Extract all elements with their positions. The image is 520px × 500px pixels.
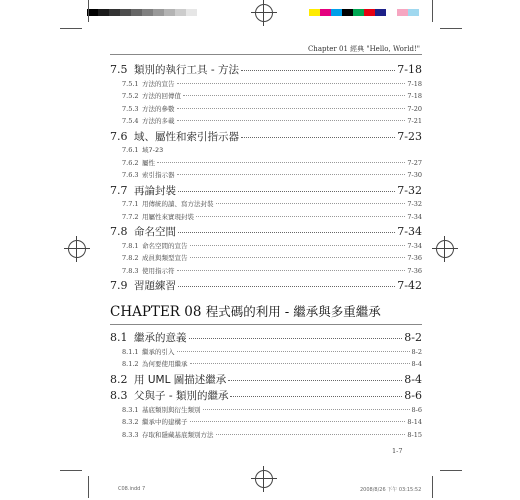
dot-leader xyxy=(196,216,405,217)
toc-num: 8.1 xyxy=(110,331,128,344)
grayscale-calibration-strip xyxy=(87,9,197,16)
toc-page: 7-18 xyxy=(397,63,422,76)
toc-title: 方法的多載 xyxy=(142,117,175,125)
toc-section-row xyxy=(110,278,422,293)
calibration-swatch xyxy=(309,9,320,16)
toc-page: 7-20 xyxy=(407,104,422,113)
dot-leader xyxy=(189,338,403,339)
toc-title: 使用指示符 xyxy=(142,266,175,275)
toc-num: 7.5.2 xyxy=(122,92,139,100)
toc-page: 7-23 xyxy=(397,129,422,143)
toc-section-row xyxy=(110,224,422,239)
toc-subsection-row xyxy=(110,91,422,100)
header-rule xyxy=(110,54,422,55)
toc-title: 習題練習 xyxy=(134,280,176,292)
crop-mark xyxy=(60,470,82,471)
toc-num: 7.8.1 xyxy=(122,241,139,250)
dot-leader xyxy=(190,363,410,364)
toc-subsection-row xyxy=(110,405,422,414)
toc-page: 8-15 xyxy=(407,430,422,439)
toc-title: 方法的參數 xyxy=(142,104,175,113)
file-slug: C08.indd 7 xyxy=(118,486,146,492)
toc-page: 7-27 xyxy=(407,158,422,167)
toc-title: 再論封裝 xyxy=(134,184,176,197)
dot-leader xyxy=(190,245,406,246)
calibration-swatch xyxy=(364,9,375,16)
toc-title: 域7-23 xyxy=(142,146,164,154)
dot-leader xyxy=(241,70,395,71)
toc-title: 命名空間 xyxy=(134,226,176,238)
toc-subsection-row xyxy=(110,199,422,208)
dot-leader xyxy=(178,232,395,233)
toc-subsection-row xyxy=(110,241,422,250)
toc-page: 7-34 xyxy=(407,241,422,250)
toc-subsection-row xyxy=(110,79,422,88)
toc-section-row xyxy=(110,129,422,144)
toc-num: 7.7 xyxy=(110,183,128,197)
toc-subsection-row xyxy=(110,417,422,426)
registration-mark-bottom xyxy=(255,470,273,488)
dot-leader xyxy=(177,120,406,121)
toc-num: 7.5.1 xyxy=(122,79,139,88)
toc-page: 7-18 xyxy=(407,79,422,88)
toc-num: 7.6.1 xyxy=(122,146,139,154)
toc-page: 8-2 xyxy=(411,347,422,356)
toc-num: 8.3.3 xyxy=(122,430,139,439)
chapter-heading xyxy=(110,302,381,320)
toc-section-row xyxy=(110,372,422,387)
calibration-swatch xyxy=(320,9,331,16)
crop-mark xyxy=(440,470,462,471)
toc-title: 成員與類型宣告 xyxy=(142,254,188,262)
crop-mark xyxy=(88,0,89,22)
color-calibration-strip xyxy=(309,9,419,16)
toc-title: 方法的宣告 xyxy=(142,79,175,88)
dot-leader xyxy=(178,286,395,287)
toc-page: 7-30 xyxy=(407,171,422,179)
toc-page: 8-4 xyxy=(404,372,422,386)
toc-subsection-row xyxy=(110,116,422,125)
calibration-swatch xyxy=(109,9,120,16)
crop-mark xyxy=(432,0,433,22)
toc-num: 8.3.1 xyxy=(122,405,139,414)
toc-num: 8.3 xyxy=(110,389,128,402)
toc-title: 用屬性來實現封裝 xyxy=(142,212,194,221)
toc-title: 用 UML 圖描述繼承 xyxy=(134,373,227,386)
dot-leader xyxy=(190,257,406,258)
page-number: 1-7 xyxy=(392,447,403,455)
toc-subsection-row xyxy=(110,253,422,262)
dot-leader xyxy=(216,434,406,435)
dot-leader xyxy=(177,351,410,352)
toc-title: 域、屬性和索引指示器 xyxy=(134,130,239,143)
toc-num: 7.6.3 xyxy=(122,171,139,179)
toc-num: 7.7.1 xyxy=(122,200,139,208)
calibration-swatch xyxy=(175,9,186,16)
toc-num: 7.7.2 xyxy=(122,212,139,221)
toc-subsection-row xyxy=(110,347,422,356)
dot-leader xyxy=(230,396,402,397)
chapter-label: CHAPTER 08 xyxy=(110,304,202,320)
dot-leader xyxy=(216,203,406,204)
toc-num: 7.8.3 xyxy=(122,266,139,275)
toc-subsection-row xyxy=(110,266,422,275)
toc-num: 7.8.2 xyxy=(122,254,139,262)
toc-subsection-row xyxy=(110,145,422,154)
dot-leader xyxy=(241,137,395,138)
dot-leader xyxy=(177,270,406,271)
toc-title: 繼承中的建構子 xyxy=(142,418,188,426)
crop-mark xyxy=(60,28,82,29)
calibration-swatch xyxy=(164,9,175,16)
toc-page: 8-6 xyxy=(404,389,422,402)
chapter-rule xyxy=(110,324,422,325)
dot-leader xyxy=(228,380,402,381)
toc-title: 存取和隱藏基底類別方法 xyxy=(142,430,214,439)
toc-page: 7-32 xyxy=(397,183,422,197)
toc-num: 7.5.3 xyxy=(122,104,139,113)
toc-num: 7.6 xyxy=(110,129,128,143)
dot-leader xyxy=(183,95,405,96)
print-date-slug: 2008/8/26 下午 03:15:52 xyxy=(360,487,422,493)
crop-mark xyxy=(432,476,433,498)
toc-title: 為何要使用繼承 xyxy=(142,360,188,368)
dot-leader xyxy=(177,83,406,84)
toc-title: 命名空間的宣告 xyxy=(142,241,188,250)
toc-page: 7-34 xyxy=(397,225,422,238)
toc-subsection-row xyxy=(110,430,422,439)
dot-leader xyxy=(203,409,410,410)
toc-page: 7-21 xyxy=(407,117,422,125)
calibration-swatch xyxy=(131,9,142,16)
toc-num: 7.5 xyxy=(110,63,128,76)
dot-leader xyxy=(157,162,405,163)
toc-subsection-row xyxy=(110,212,422,221)
chapter-title: 程式碼的利用 - 繼承與多重繼承 xyxy=(205,304,381,319)
toc-page: 7-34 xyxy=(407,212,422,221)
toc-num: 7.9 xyxy=(110,279,128,292)
toc-subsection-row xyxy=(110,104,422,113)
toc-title: 類別的執行工具 - 方法 xyxy=(134,64,239,76)
toc-title: 索引指示器 xyxy=(142,171,175,179)
toc-page: 7-18 xyxy=(407,92,422,100)
calibration-swatch xyxy=(375,9,386,16)
dot-leader xyxy=(177,174,406,175)
toc-page: 7-36 xyxy=(407,254,422,262)
toc-title: 基底類別與衍生類別 xyxy=(142,405,201,414)
toc-num: 8.2 xyxy=(110,372,128,386)
toc-page: 8-14 xyxy=(407,418,422,426)
running-head: Chapter 01 經典 "Hello, World!" xyxy=(307,45,420,53)
toc-title: 繼承的引入 xyxy=(142,347,175,356)
registration-mark-right xyxy=(436,240,454,258)
calibration-swatch xyxy=(120,9,131,16)
calibration-swatch xyxy=(98,9,109,16)
toc-title: 屬性 xyxy=(142,158,155,167)
registration-mark-top xyxy=(255,4,273,22)
registration-mark-left xyxy=(68,240,86,258)
calibration-swatch xyxy=(153,9,164,16)
toc-page: 8-4 xyxy=(411,360,422,368)
toc-num: 7.6.2 xyxy=(122,158,139,167)
toc-num: 8.3.2 xyxy=(122,418,139,426)
calibration-swatch xyxy=(342,9,353,16)
calibration-swatch xyxy=(186,9,197,16)
toc-subsection-row xyxy=(110,359,422,368)
toc-num: 7.5.4 xyxy=(122,117,139,125)
calibration-swatch xyxy=(331,9,342,16)
toc-page: 7-32 xyxy=(407,200,422,208)
toc-page: 8-6 xyxy=(411,405,422,414)
calibration-swatch xyxy=(408,9,419,16)
toc-title: 繼承的意義 xyxy=(134,332,187,344)
toc-num: 8.1.1 xyxy=(122,347,139,356)
toc-section-row xyxy=(110,330,422,345)
toc-subsection-row xyxy=(110,158,422,167)
toc-subsection-row xyxy=(110,170,422,179)
toc-title: 方法的回傳值 xyxy=(142,92,181,100)
toc-section-row xyxy=(110,388,422,403)
crop-mark xyxy=(440,28,462,29)
calibration-swatch xyxy=(386,9,397,16)
dot-leader xyxy=(178,191,395,192)
calibration-swatch xyxy=(142,9,153,16)
dot-leader xyxy=(177,108,406,109)
crop-mark xyxy=(88,476,89,498)
toc-section-row xyxy=(110,183,422,198)
toc-section-row xyxy=(110,62,422,77)
toc-page: 7-36 xyxy=(407,266,422,275)
toc-title: 父與子 - 類別的繼承 xyxy=(134,390,229,402)
toc-page: 7-42 xyxy=(397,279,422,292)
toc-num: 8.1.2 xyxy=(122,360,139,368)
calibration-swatch xyxy=(353,9,364,16)
calibration-swatch xyxy=(397,9,408,16)
toc-title: 用傳統的讀、寫方法封裝 xyxy=(142,200,214,208)
toc-num: 7.8 xyxy=(110,225,128,238)
toc-page: 8-2 xyxy=(404,331,422,344)
dot-leader xyxy=(190,421,406,422)
